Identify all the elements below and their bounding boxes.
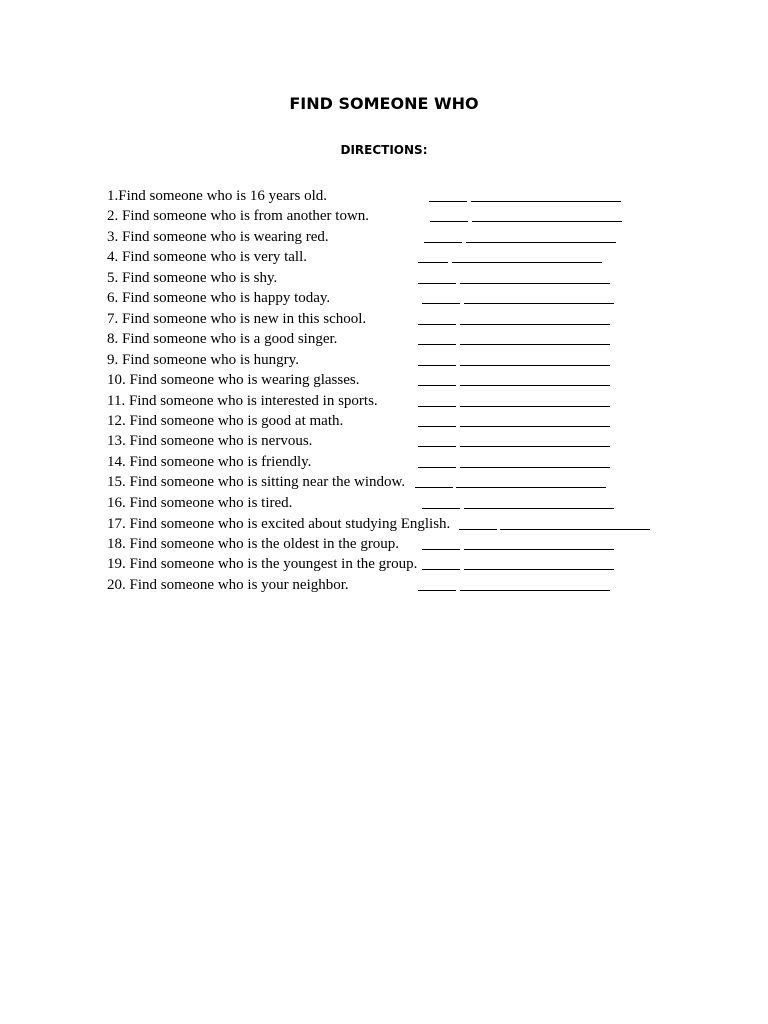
short-answer-line [418,344,456,345]
short-answer-line [418,324,456,325]
prompt-text: 14. Find someone who is friendly. [107,454,312,470]
short-answer-line [418,467,456,468]
short-answer-line [418,262,448,263]
long-answer-line [460,590,610,591]
long-answer-line [464,549,614,550]
list-item [107,288,707,308]
long-answer-line [460,426,610,427]
list-item [107,514,707,534]
short-answer-line [418,406,456,407]
prompt-text: 4. Find someone who is very tall. [107,249,307,265]
list-item [107,452,707,472]
long-answer-line [460,406,610,407]
long-answer-line [456,487,606,488]
long-answer-line [460,467,610,468]
prompt-text: 10. Find someone who is wearing glasses. [107,372,360,388]
long-answer-line [464,508,614,509]
list-item [107,227,707,247]
prompt-text: 7. Find someone who is new in this school. [107,311,367,327]
short-answer-line [418,426,456,427]
list-item [107,370,707,390]
short-answer-line [415,487,453,488]
prompt-text: 16. Find someone who is tired. [107,495,293,511]
list-item [107,268,707,288]
list-item [107,493,707,513]
long-answer-line [460,365,610,366]
short-answer-line [418,283,456,284]
long-answer-line [460,385,610,386]
prompt-text: 5. Find someone who is shy. [107,270,278,286]
prompt-text: 3. Find someone who is wearing red. [107,229,329,245]
short-answer-line [418,446,456,447]
list-item [107,575,707,595]
prompt-text: 18. Find someone who is the oldest in the group. [107,536,400,552]
long-answer-line [460,446,610,447]
long-answer-line [460,324,610,325]
list-item [107,350,707,370]
prompt-text: 12. Find someone who is good at math. [107,413,344,429]
prompt-text: 9. Find someone who is hungry. [107,352,299,368]
list-item [107,329,707,349]
list-item [107,534,707,554]
prompt-text: 1.Find someone who is 16 years old. [107,188,327,204]
prompt-text: 20. Find someone who is your neighbor. [107,577,349,593]
list-item [107,391,707,411]
directions-heading: DIRECTIONS: [340,143,428,157]
long-answer-line [464,303,614,304]
short-answer-line [430,221,468,222]
short-answer-line [422,508,460,509]
prompt-text: 13. Find someone who is nervous. [107,433,313,449]
short-answer-line [418,590,456,591]
long-answer-line [500,529,650,530]
short-answer-line [422,549,460,550]
long-answer-line [466,242,616,243]
prompt-text: 11. Find someone who is interested in sports. [107,393,378,409]
long-answer-line [452,262,602,263]
short-answer-line [424,242,462,243]
long-answer-line [464,569,614,570]
long-answer-line [460,283,610,284]
list-item [107,554,707,574]
prompt-text: 6. Find someone who is happy today. [107,290,331,306]
prompt-text: 8. Find someone who is a good singer. [107,331,338,347]
prompt-text: 15. Find someone who is sitting near the window. [107,474,406,490]
list-item [107,472,707,492]
list-item [107,206,707,226]
short-answer-line [418,365,456,366]
list-item [107,186,707,206]
prompt-text: 17. Find someone who is excited about studying English. [107,516,451,532]
list-item [107,411,707,431]
prompt-text: 2. Find someone who is from another town. [107,208,370,224]
list-item [107,309,707,329]
short-answer-line [418,385,456,386]
list-item [107,431,707,451]
long-answer-line [460,344,610,345]
long-answer-line [471,201,621,202]
page-title: FIND SOMEONE WHO [289,94,479,113]
short-answer-line [422,303,460,304]
list-item [107,247,707,267]
short-answer-line [429,201,467,202]
short-answer-line [422,569,460,570]
prompt-text: 19. Find someone who is the youngest in the group. [107,556,418,572]
short-answer-line [459,529,497,530]
long-answer-line [472,221,622,222]
